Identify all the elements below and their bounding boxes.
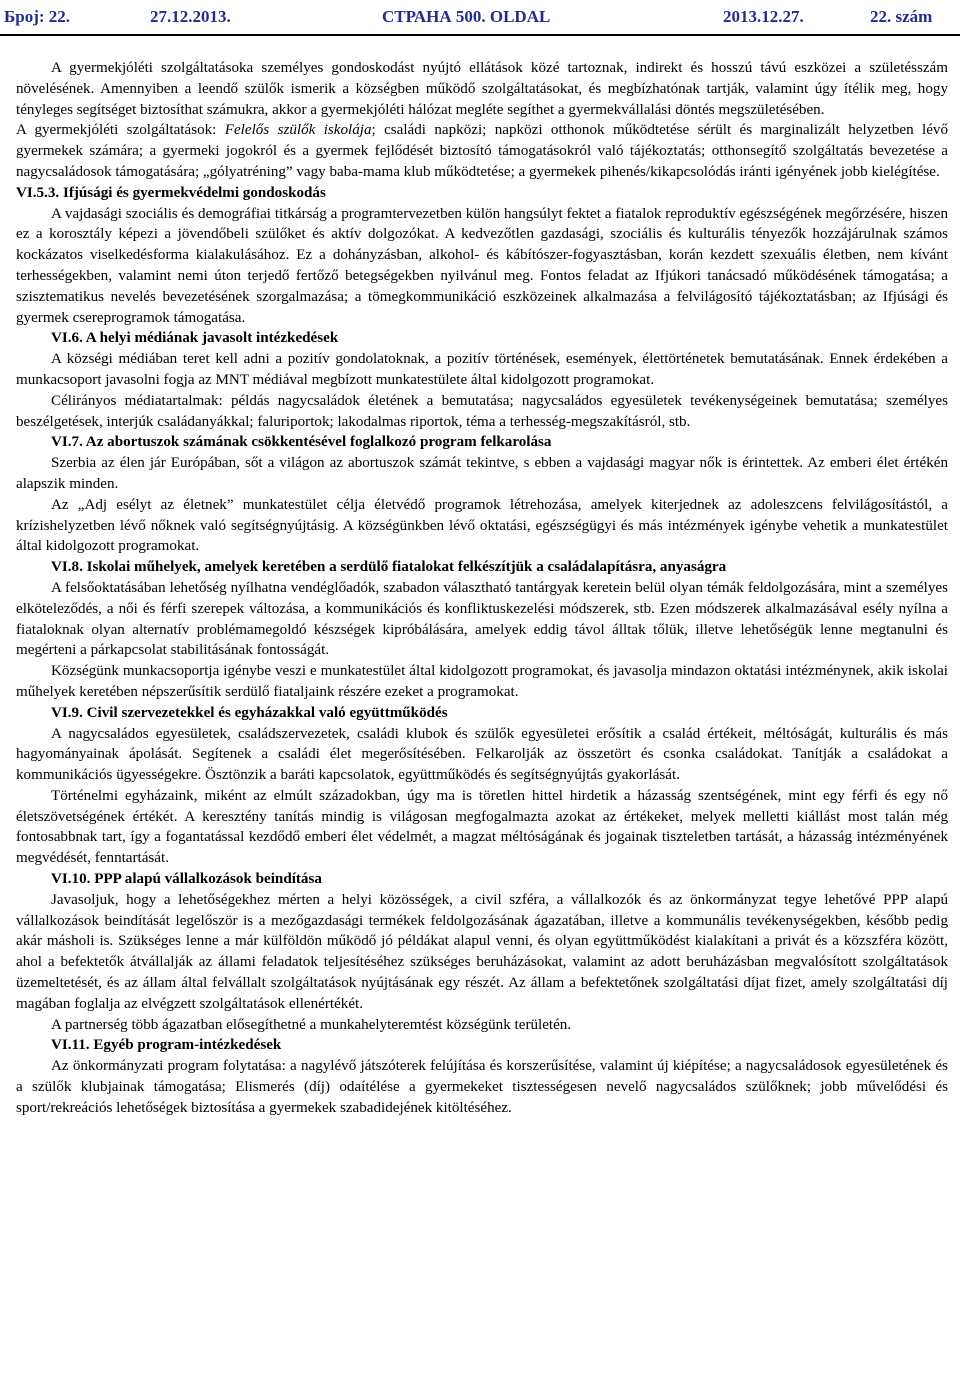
page-header [0,0,960,34]
section-heading: VI.11. Egyéb program-intézkedések [51,1037,282,1054]
paragraph: Javasoljuk, hogy a lehetőségekhez mérten a helyi közösségek, a civil szféra, a vállalkozók és az önkormányzat tegye lehetővé PPP alapú vállalkozások beindítását legelőször is a mezőgazdasági termékek feldolgozásának ágazatában, illetve a kommunális tevékenységekben, később pedig akár másholi is. Szükséges lenne a már külföldön működő jó példákat alapul venni, és olyan együttműködést kialakítani a privát és a közszféra között, ahol a befektetők átvállalják az állami feladatok teljesítéséhez szükséges beruházásokat, valamint az adott beruházásban megvalósított szolgáltatások üzemeltetését, és az állam által felvállalt szolgáltatások nyújtásának egy részét. Az állam a befektetőnek szolgáltatási díjat fizet, amely szolgáltatási díj magában foglalja az elvégzett szolgáltatások ellenértékét. [16,891,948,1012]
section-heading: VI.6. A helyi médiának javasolt intézkedések [51,330,339,347]
paragraph: Történelmi egyházaink, miként az elmúlt századokban, úgy ma is töretlen hittel hirdetik a házasság szentségének, mint egy férfi és egy nő életszövetségének értékét. A keresztény tanítás mindig is világosan megfogalmazta azokat az értékeket, melyek melletti kiállást most talán még fontosabbnak tart, így a fogantatással kezdődő emberi élet védelmét, a magzat méltóságának és jogainak tiszteletben tartását, a házasság intézményének megvédését, fenntartását. [16,787,948,867]
paragraph: Az önkormányzati program folytatása: a nagylévő játszóterek felújítása és korszerűsítése, valamint új kiépítése; a nagycsaládosok egyesületének és a szülők klubjainak támogatása; Elismerés (díj) odaítélése a gyermekeket tisztességesen nevelő nagycsaládos szülőknek; jobb művelődési és sport/rekreációs lehetőségek biztosítása a gyermekek szabadidejének kitöltéséhez. [16,1058,948,1116]
paragraph-rest: ; családi napközi; napközi otthonok működtetése sérült és marginalizált helyzetben lévő gyermekek számára; a gyermeki jogokról és a gyermek fejlődését biztosító támogatásokról való tájékoztatás; otthonsegítő szolgáltatás bevezetése a nagycsaládosok támogatására; „gólyatréning” vagy baba-mama klub működtetése; a gyermekek pihenés/kikapcsolódás iránti igényének jobb kielégítése. [16,122,948,180]
paragraph: A községi médiában teret kell adni a pozitív gondolatoknak, a pozitív történések, események, élettörténetek bemutatásának. Ennek érdekében a munkacsoport javasolni fogja az MNT médiával megbízott munkatestülete által kidolgozott programokat. [16,351,948,388]
paragraph: Községünk munkacsoportja igénybe veszi e munkatestület által kidolgozott programokat, és javasolja mindazon oktatási intézménynek, akik iskolai műhelyek keretében népszerűsítik serdülő fiataljaink részére ezeket a programokat. [16,663,948,700]
paragraph: A nagycsaládos egyesületek, családszervezetek, családi klubok és szülők egyesületei erősítik a család értékeit, méltóságát, kulturális és más hagyományainak ápolását. Segítenek a családi élet megerősítésében. Felkarolják az összetört és csonka családokat. Tanítják a családokat a kommunikációs ügyességekre. Ösztönzik a baráti kapcsolatok, együttműködés és segítségnyújtás gyakorlását. [16,725,948,784]
paragraph: A felsőoktatásában lehetőség nyílhatna vendéglőadók, szabadon választható tantárgyak keretein belül olyan témák feldolgozására, mint a személyes elköteleződés, a női és férfi szerepek változása, a kommunikációs és konfliktuskezelési módszerek, stb. Ezen módszerek alkalmazásával esély nyílna a fiataloknak olyan alternatív problémamegoldó készségek kipróbálására, amelyek eddig távol álltak tőlük, illetve lehetőségük lenne megtanulni és megérteni a párkapcsolat stabilitásának fontosságát. [16,579,948,659]
date-serbian: 27.12.2013. [150,7,231,26]
document-body [16,58,948,1119]
paragraph: Szerbia az élen jár Európában, sőt a világon az abortuszok számát tekintve, s ebben a vajdasági magyar nők is érintettek. Az emberi élet értékén alapszik minden. [16,455,948,492]
section-heading: VI.10. PPP alapú vállalkozások beindítása [51,871,322,888]
issue-number-hungarian: 22. szám [870,7,933,26]
section-heading: VI.5.3. Ifjúsági és gyermekvédelmi gondoskodás [16,184,326,201]
section-heading: VI.8. Iskolai műhelyek, amelyek keretében a serdülő fiatalokat felkészítjük a családalapításra, anyaságra [51,559,727,576]
paragraph: A partnerség több ágazatban elősegíthetné a munkahelyteremtést községünk területén. [51,1016,572,1033]
paragraph: A vajdasági szociális és demográfiai titkárság a programtervezetben külön hangsúlyt fektet a fiatalok reproduktív egészségének megőrzésére, hiszen ez a korosztály képezi a jövendőbeli szülőket és aktív dolgozókat. A kedvezőtlen gazdasági, szociális és kulturális tényezők hozzájárulnak számos kockázatos viselkedésforma kialakulásához. Ez a dohányzásban, alkohol- és kábítószer-fogyasztásban, korán kezdett szexuális életben, nem kívánt terhességekben, valamint nemi úton terjedő fertőző betegségekben nyilvánul meg. Fontos feladat az Ifjúkori tanácsadó működésének támogatása; a szisztematikus nevelés bevezetésének szorgalmazása; a tömegkommunikáció eszközeinek alkalmazása a felvilágosító tájékoztatásban; az Ifjúsági és gyermek csereprogramok támogatása. [16,205,948,326]
paragraph-lead: A gyermekjóléti szolgáltatások: [16,122,225,139]
paragraph: Célirányos médiatartalmak: példás nagycsaládok életének a bemutatása; nagycsaládos egyesületek tevékenységeinek bemutatása; személyes beszélgetések, interjúk családanyákkal; faluriportok; lakodalmas riportok, téma a terhesség-megszakításról, stb. [16,392,948,430]
italic-program-name: Felelős szülők iskolája [224,122,372,139]
paragraph [16,120,948,182]
header-divider [0,34,960,36]
issue-number-serbian: Број: 22. [4,7,71,26]
date-hungarian: 2013.12.27. [723,7,804,26]
section-heading: VI.7. Az abortuszok számának csökkentésével foglalkozó program felkarolása [51,434,552,451]
paragraph: Az „Adj esélyt az életnek” munkatestület célja életvédő programok létrehozása, amelyek kiterjednek az adoleszcens felvilágosítástól, a krízishelyzetben lévő nőknek való segítségnyújtásig. A községünkben lévő oktatási, egészségügyi és más intézmények igénybe vehetik a munkatestület által kidolgozott programokat. [16,496,948,555]
paragraph: A gyermekjóléti szolgáltatásoka személyes gondoskodást nyújtó ellátások közé tartoznak, indirekt és hosszú távú eszközei a születésszám növelésének. Amennyiben a leendő szülők ismerik a községben működő szolgáltatásokat, és megbízhatónak tartják, valamint úgy ítélik meg, hogy tényleges segítséget biztosíthat számukra, akkor a gyermekjóléti hálózat megléte segíthet a gyermekvállalási döntés megszületésében. [16,60,948,118]
page-number: СТРАНА 500. OLDAL [382,7,551,26]
section-heading: VI.9. Civil szervezetekkel és egyházakkal való együttműködés [51,704,448,721]
